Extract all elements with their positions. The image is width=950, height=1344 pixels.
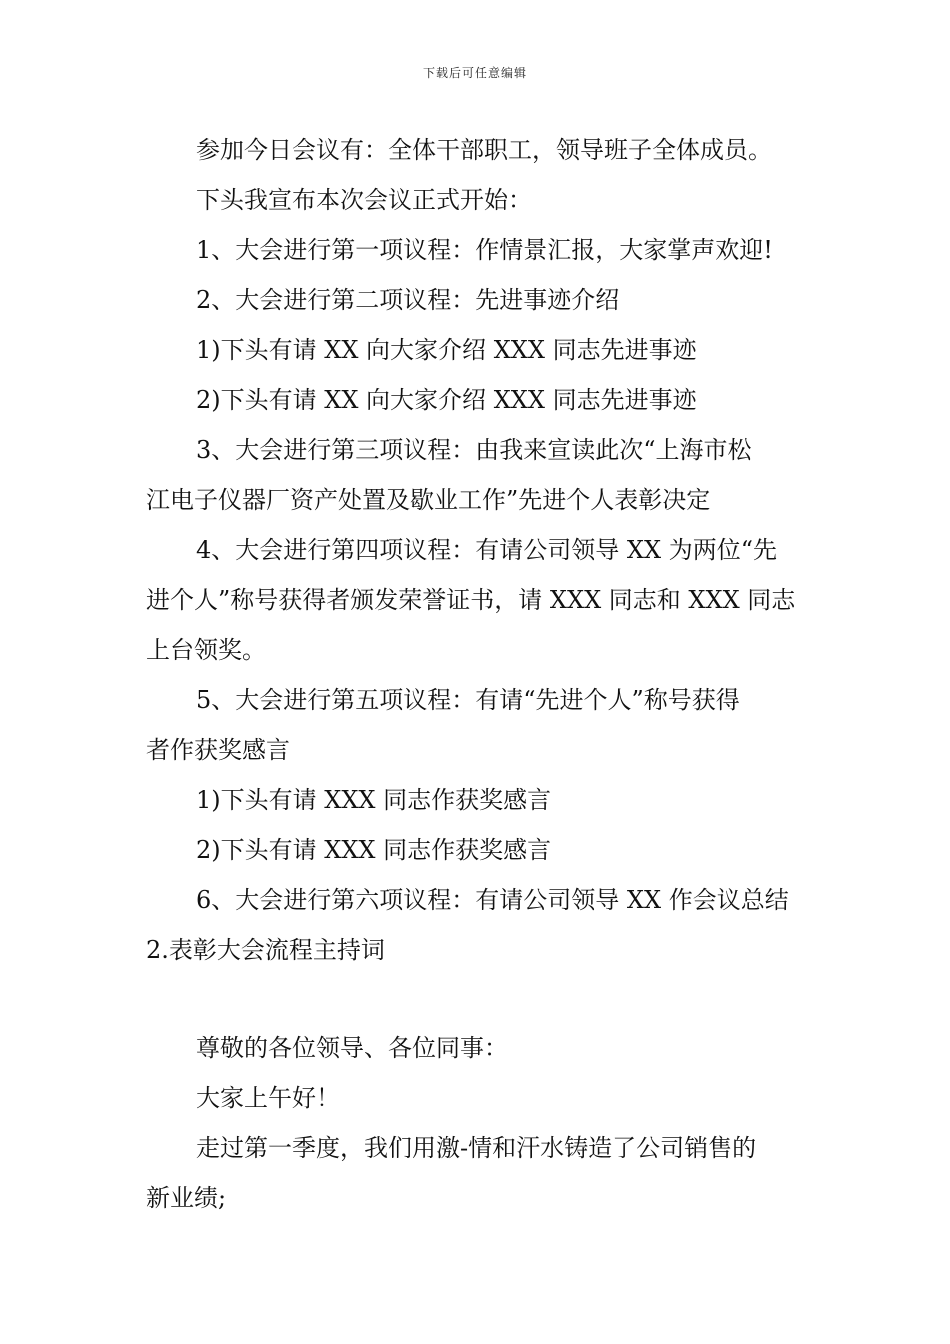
paragraph-line: 新业绩; bbox=[146, 1184, 227, 1212]
paragraph-line: 1)下头有请 XXX 同志作获奖感言 bbox=[196, 786, 552, 814]
paragraph-line: 6、大会进行第六项议程：有请公司领导 XX 作会议总结 bbox=[196, 886, 789, 914]
paragraph-line: 2、大会进行第二项议程：先进事迹介绍 bbox=[196, 286, 620, 314]
paragraph-line: 大家上午好！ bbox=[196, 1084, 340, 1112]
paragraph-line: 者作获奖感言 bbox=[146, 736, 290, 764]
section-heading: 2.表彰大会流程主持词 bbox=[146, 936, 385, 964]
paragraph-line: 进个人”称号获得者颁发荣誉证书，请 XXX 同志和 XXX 同志 bbox=[146, 586, 796, 614]
paragraph-line: 1)下头有请 XX 向大家介绍 XXX 同志先进事迹 bbox=[196, 336, 697, 364]
paragraph-line: 参加今日会议有：全体干部职工，领导班子全体成员。 bbox=[196, 136, 772, 164]
paragraph-line: 江电子仪器厂资产处置及歇业工作”先进个人表彰决定 bbox=[146, 486, 711, 514]
paragraph-line: 3、大会进行第三项议程：由我来宣读此次“上海市松 bbox=[196, 436, 752, 464]
paragraph-line: 4、大会进行第四项议程：有请公司领导 XX 为两位“先 bbox=[196, 536, 777, 564]
paragraph-line: 2)下头有请 XXX 同志作获奖感言 bbox=[196, 836, 552, 864]
paragraph-line: 走过第一季度，我们用激-情和汗水铸造了公司销售的 bbox=[196, 1134, 757, 1162]
paragraph-line: 尊敬的各位领导、各位同事： bbox=[196, 1034, 508, 1062]
paragraph-line: 下头我宣布本次会议正式开始： bbox=[196, 186, 532, 214]
paragraph-line: 2)下头有请 XX 向大家介绍 XXX 同志先进事迹 bbox=[196, 386, 697, 414]
paragraph-line: 5、大会进行第五项议程：有请“先进个人”称号获得 bbox=[196, 686, 740, 714]
paragraph-line: 上台领奖。 bbox=[146, 636, 266, 664]
page-header: 下载后可任意编辑 bbox=[422, 66, 527, 80]
paragraph-line: 1、大会进行第一项议程：作情景汇报，大家掌声欢迎! bbox=[196, 236, 773, 264]
